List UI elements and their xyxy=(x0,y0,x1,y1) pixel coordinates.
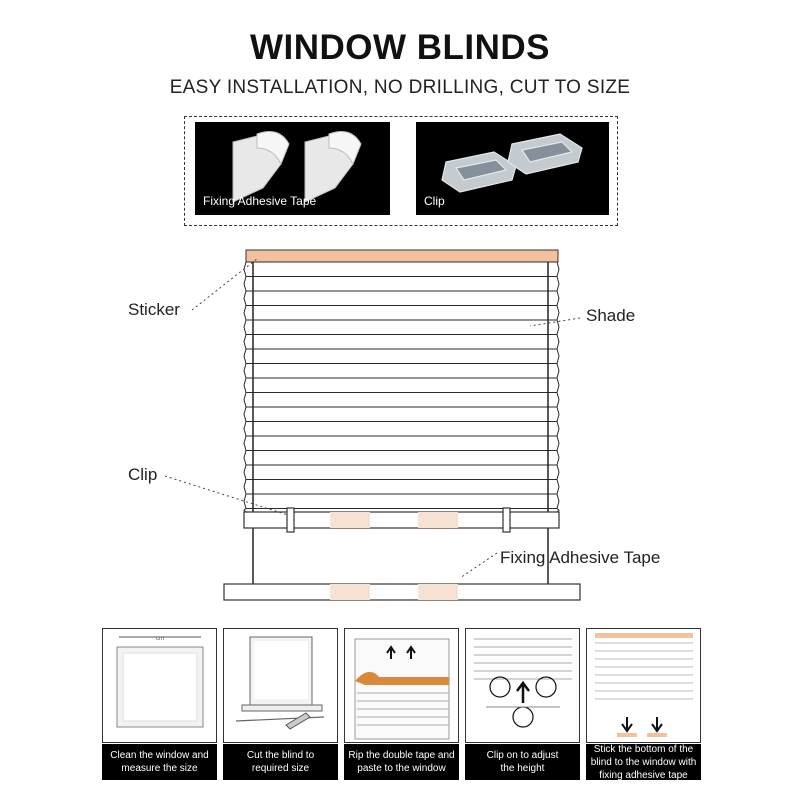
shade-pleat xyxy=(244,407,559,422)
clip-left xyxy=(287,508,294,532)
shade-pleat xyxy=(244,335,559,350)
measure-window-icon xyxy=(102,628,217,743)
shade-callout: Shade xyxy=(586,306,636,325)
shade-pleat xyxy=(244,306,559,321)
shade-pleat xyxy=(244,494,559,509)
shade-pleat xyxy=(244,436,559,451)
shade-pleat xyxy=(244,291,559,306)
page-subtitle: EASY INSTALLATION, NO DRILLING, CUT TO SIZE xyxy=(169,77,631,98)
window-sill xyxy=(224,584,580,600)
svg-text:cm: cm xyxy=(156,636,164,642)
tape-leader xyxy=(460,553,497,578)
stick-bottom-icon xyxy=(586,628,701,743)
accessory-tape-label: Fixing Adhesive Tape xyxy=(203,194,317,208)
page-title: WINDOW BLINDS xyxy=(249,28,551,67)
clip-adjust-icon xyxy=(465,628,580,743)
rail-tape-right xyxy=(418,512,458,528)
step-4-caption: Clip on to adjust the height xyxy=(465,744,580,780)
sill-tape-left xyxy=(330,584,370,600)
clip-right xyxy=(503,508,510,532)
shade-pleat xyxy=(244,465,559,480)
step-2-caption: Cut the blind to required size xyxy=(223,744,338,780)
accessory-clip-label: Clip xyxy=(424,194,445,208)
shade-pleat xyxy=(244,349,559,364)
step-3 xyxy=(344,628,459,780)
sticker-strip xyxy=(246,250,558,262)
shade-pleat xyxy=(244,277,559,292)
shade-pleat xyxy=(244,320,559,335)
rail-tape-left xyxy=(330,512,370,528)
shade-pleat xyxy=(244,393,559,408)
step-1 xyxy=(102,628,217,780)
shade-pleat xyxy=(244,364,559,379)
shade-pleat xyxy=(244,422,559,437)
shade-pleat xyxy=(244,262,559,277)
shade-pleat xyxy=(244,378,559,393)
step-3-caption: Rip the double tape and paste to the window xyxy=(344,744,459,780)
sill-tape-right xyxy=(418,584,458,600)
step-2 xyxy=(223,628,338,780)
cut-blind-icon xyxy=(223,628,338,743)
step-4 xyxy=(465,628,580,780)
clip-callout: Clip xyxy=(128,465,158,484)
step-1-caption: Clean the window and measure the size xyxy=(102,744,217,780)
tape-callout: Fixing Adhesive Tape xyxy=(500,548,661,567)
shade-pleats xyxy=(244,262,559,512)
sticker-callout: Sticker xyxy=(128,300,180,319)
shade-pleat xyxy=(244,451,559,466)
shade-pleat xyxy=(244,480,559,495)
step-5-caption: Stick the bottom of the blind to the window with fixing adhesive tape xyxy=(586,744,701,780)
paste-tape-icon xyxy=(344,628,459,743)
step-5 xyxy=(586,628,701,780)
